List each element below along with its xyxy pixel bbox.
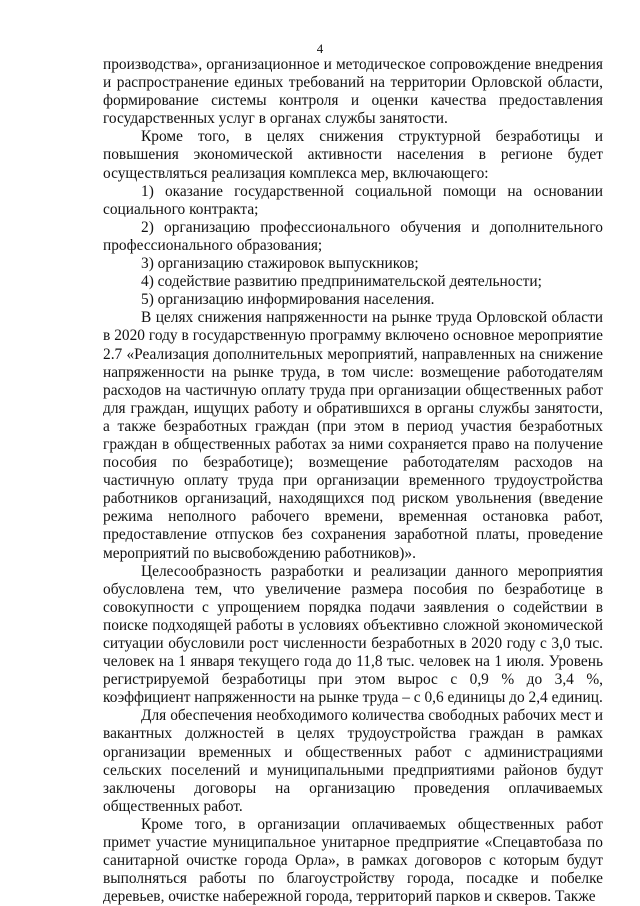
list-item: 3) организацию стажировок выпускников; [141,255,419,273]
paragraph: производства», организационное и методическое сопровождение внедрения и распространение единых требований на территории Орловской области, формирование системы контроля и оценки качества предоставления государственных услуг в органах службы занятости. [103,56,603,128]
list-item: 4) содействие развитию предпринимательской деятельности; [141,273,542,291]
paragraph: В целях снижения напряженности на рынке труда Орловской области в 2020 году в государственную программу включено основное мероприятие 2.7 «Реализация дополнительных мероприятий, направленных на снижение напряженности на рынке труда, в том числе: возмещение работодателям расходов на частичную оплату труда при организации общественных работ для граждан, ищущих работу и обратившихся в органы службы занятости, а также безработных граждан (при этом в период участия безработных граждан в общественных работах за ними сохраняется право на получение пособия по безработице); возмещение работодателям расходов на частичную оплату труда при организации временного трудоустройства работников организаций, находящихся под риском увольнения (введение режима неполного рабочего времени, временная остановка работ, предоставление отпусков без сохранения заработной платы, проведение мероприятий по высвобождению работников)». [103,309,603,562]
list-item: 1) оказание государственной социальной помощи на основании социального контракта; [103,182,603,218]
paragraph: Кроме того, в организации оплачиваемых общественных работ примет участие муниципальное унитарное предприятие «Спецавтобаза по санитарной очистке города Орла», в рамках договоров с которым будут выполняться работы по благоустройству города, посадке и побелке деревьев, очистке набережной города, территорий парков и скверов. Также [103,815,603,906]
list-item: 5) организацию информирования населения. [141,291,435,309]
paragraph: Кроме того, в целях снижения структурной безработицы и повышения экономической активности населения в регионе будет осуществляться реализация комплекса мер, включающего: [103,128,603,182]
list-item: 2) организацию профессионального обучения и дополнительного профессионального образования; [103,218,603,254]
page-number: 4 [316,41,324,56]
paragraph: Целесообразность разработки и реализации данного мероприятия обусловлена тем, что увеличение размера пособия по безработице в совокупности с упрощением порядка подачи заявления о содействии в поиске подходящей работы в условиях объективно сложной экономической ситуации обусловили рост численности безработных в 2020 году с 3,0 тыс. человек на 1 января текущего года до 11,8 тыс. человек на 1 июля. Уровень регистрируемой безработицы при этом вырос с 0,9 % до 3,4 %, коэффициент напряженности на рынке труда – с 0,6 единицы до 2,4 единиц. [103,562,603,707]
paragraph: Для обеспечения необходимого количества свободных рабочих мест и вакантных должностей в целях трудоустройства граждан в рамках организации временных и общественных работ с администрациями сельских поселений и муниципальными предприятиями районов будут заключены договоры на организацию проведения оплачиваемых общественных работ. [103,707,603,815]
document-body [103,56,603,906]
